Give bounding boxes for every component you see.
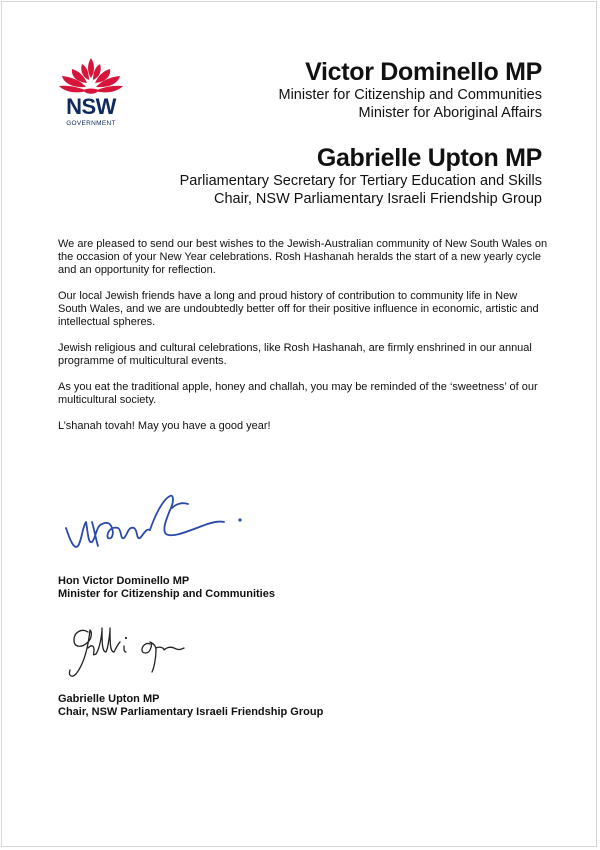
secretary-title-1: Parliamentary Secretary for Tertiary Education and Skills [179, 173, 542, 189]
minister-name: Victor Dominello MP [305, 58, 542, 86]
signatory-title: Chair, NSW Parliamentary Israeli Friendship Group [58, 706, 324, 718]
signature-block-upton [58, 693, 323, 719]
secretary-name: Gabrielle Upton MP [316, 144, 542, 172]
logo-wordmark: NSW [66, 94, 116, 119]
paragraph: As you eat the traditional apple, honey and challah, you may be reminded of the ‘sweetness’ of our multicultural society. [58, 381, 538, 406]
secretary-title-2: Chair, NSW Parliamentary Israeli Friendship Group [214, 191, 542, 207]
signatory-name: Gabrielle Upton MP [58, 693, 160, 705]
minister-title-2: Minister for Aboriginal Affairs [358, 105, 542, 121]
paragraph: L’shanah tovah! May you have a good year! [58, 420, 271, 432]
paragraph: We are pleased to send our best wishes to the Jewish-Australian community of New South Wales on the occasion of your New Year celebrations. Rosh Hashanah heralds the start of a new yearly cycle and an opportunity for reflection. [58, 238, 548, 276]
paragraph: Jewish religious and cultural celebrations, like Rosh Hashanah, are firmly enshrined in our annual programme of multicultural events. [58, 342, 532, 367]
signature-dominello [62, 488, 252, 560]
signatory-title: Minister for Citizenship and Communities [58, 588, 275, 600]
minister-title-1: Minister for Citizenship and Communities [278, 87, 542, 103]
signature-upton [62, 618, 212, 682]
letterhead-minister [278, 58, 542, 122]
letter-body [58, 238, 548, 446]
letterhead-secretary [180, 144, 542, 208]
signature-block-dominello [58, 575, 275, 601]
nsw-government-logo [56, 56, 128, 136]
signatory-name: Hon Victor Dominello MP [58, 575, 190, 587]
paragraph: Our local Jewish friends have a long and proud history of contribution to community life in New South Wales, and we are undoubtedly better off for their positive influence in economic, artistic and intellectual spheres. [58, 290, 539, 328]
logo-subtext: GOVERNMENT [66, 120, 116, 127]
waratah-flower-icon [56, 56, 126, 98]
